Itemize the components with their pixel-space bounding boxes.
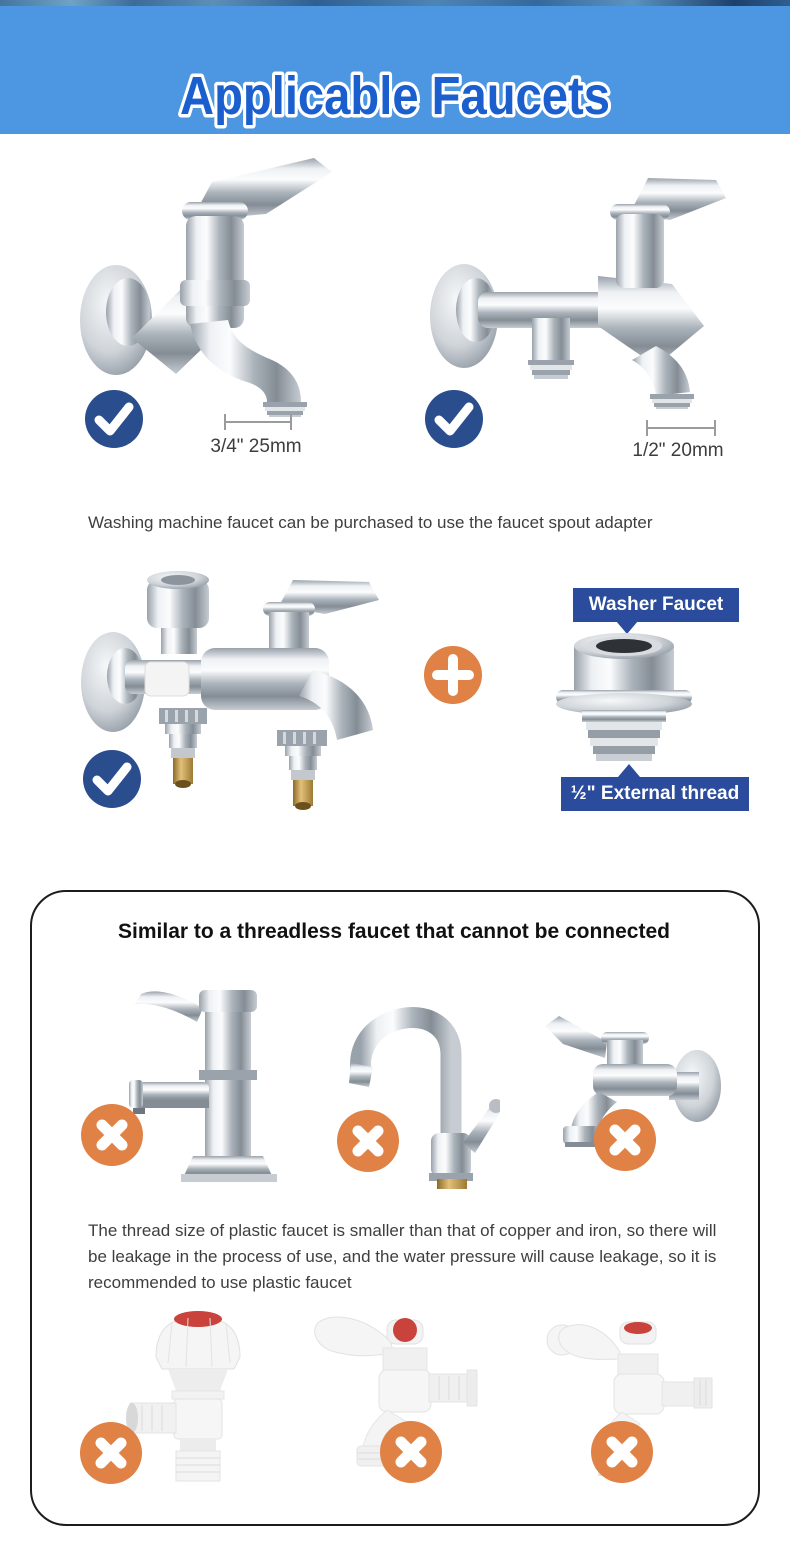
plastic-note: The thread size of plastic faucet is smaller than that of copper and iron, so there will be leakage in the process of use, and the water pressure will cause leakage, so it is recommended to use plastic faucet [88,1221,717,1292]
x-icon [337,1110,399,1172]
spout-adapter-image [552,626,702,766]
x-icon [591,1421,653,1483]
banner-title: Applicable Faucets [180,66,610,126]
banner-title-wrap [165,62,625,132]
right-outlet [277,730,327,810]
incompatible-title: Similar to a threadless faucet that cannot be connected [118,920,670,943]
plastic-angle-valve-image [118,1305,278,1490]
check-icon [83,750,141,808]
x-icon [80,1422,142,1484]
size-label: 3/4" 25mm [210,436,302,457]
left-outlet [159,708,207,788]
measure-line [224,414,292,430]
check-icon [85,390,143,448]
plus-icon [424,646,482,704]
top-edge-strip [0,0,790,6]
x-icon [81,1104,143,1166]
external-thread-callout: ½" External thread [561,777,749,811]
x-icon [594,1109,656,1171]
faucet-12-image [420,158,740,420]
measure-line [646,420,716,436]
adapter-note: Washing machine faucet can be purchased to use the faucet spout adapter [88,513,653,532]
banner [0,0,790,134]
callout-pointer-up [618,764,640,777]
size-label: 1/2" 20mm [632,440,724,461]
faucet-34-image [70,152,380,417]
x-icon [380,1421,442,1483]
check-icon [425,390,483,448]
washer-faucet-callout: Washer Faucet [573,588,739,622]
